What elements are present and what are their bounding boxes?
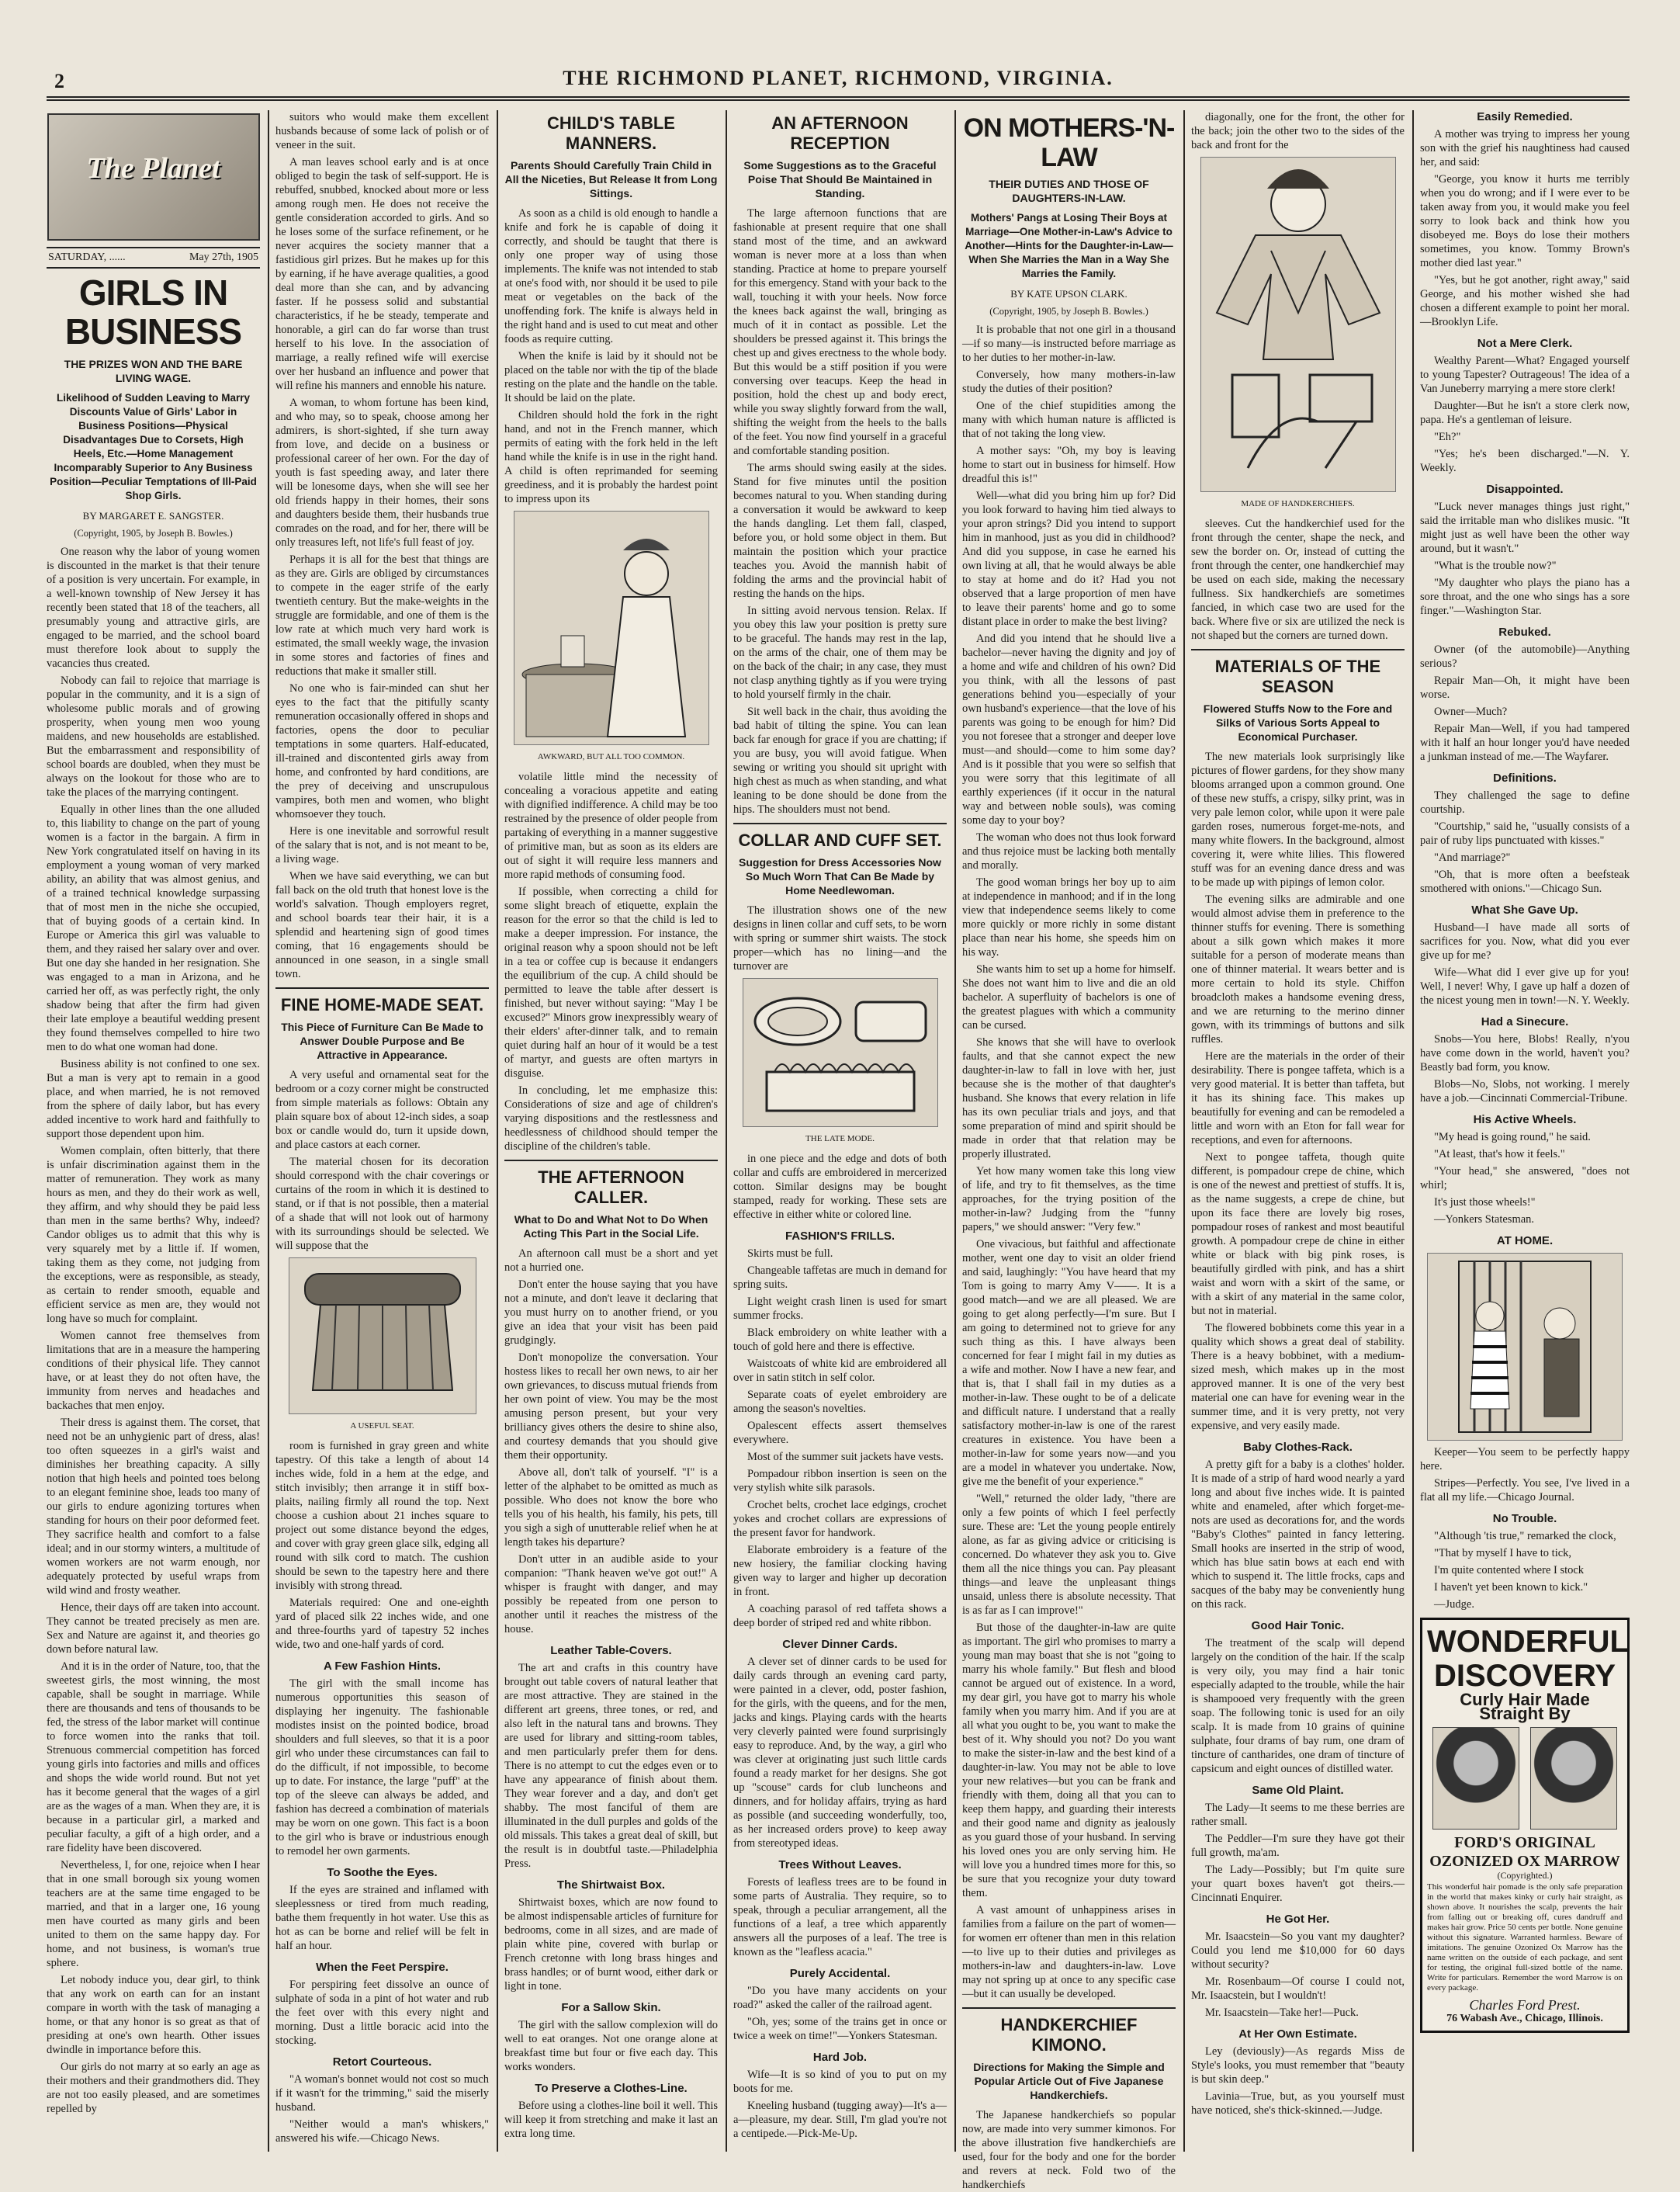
reception-headline: AN AFTERNOON RECEPTION <box>771 113 909 153</box>
paragraph: The treatment of the scalp will depend largely on the condition of the hair. If the scalp is very oily, you may find a hair tonic especially adapted to the trouble, while the hair is shampooed very frequently with the green soap. The following tonic is used for an oily scalp. It is made from 10 grains of quinine sulphate, four drams of bay rum, one dram of tincture of cantharides, one dram of tincture of capsicum and eight ounces of distilled water. <box>1191 1637 1405 1775</box>
paragraph: The girl with the sallow complexion will do well to eat oranges. Not one orange alone at breakfast time but four or five each day. This works wonders. <box>504 2019 718 2073</box>
ad-product-name: FORD'S ORIGINAL <box>1454 1834 1595 1851</box>
paragraph: Owner (of the automobile)—Anything serious? <box>1420 643 1630 670</box>
column-7 <box>1420 110 1630 2152</box>
paragraph: A woman, to whom fortune has been kind, and who may, so to speak, choose among her admirers, is short-sighted, if she turn away from love, and decide on a business or professional career of her own. For the day of youth is fast speeding away, and later there will be lonesome days, when she will see her old friends happy in their homes, their sons and daughters beside them, their husbands true comrades on the road, and for her, there will be only treasures left, not life's full feast of joy. <box>275 397 489 549</box>
paragraph: It is probable that not one girl in a thousand—if so many—is instructed before marriage as to her duties to her mother-in-law. <box>962 324 1176 364</box>
column-4 <box>733 110 947 2152</box>
table-manners-headline: CHILD'S TABLE MANNERS. <box>547 113 675 153</box>
paragraph: She knows that she will have to overlook faults, and that she cannot expect the new daughter-in-law to fall in love with her, just because she is the mother of that daughter's husband. She knows that every relation in life has its own peculiar trials and joys, and that some preparation of mind and spirit should be made in order that that relation may be properly illustrated. <box>962 1036 1176 1160</box>
paragraph: She wants him to set up a home for himself. She does not want him to live and die an old bachelor. A superfluity of bachelors is one of the greatest plagues with which a community can be cursed. <box>962 963 1176 1032</box>
paragraph: Changeable taffetas are much in demand for spring suits. <box>733 1264 947 1291</box>
paragraph: Sit well back in the chair, thus avoiding the bad habit of tilting the spine. You can lean back far enough for grace if you are chatting; if you are busy, you will avoid fatigue. When sewing or writing you should sit upright with high chest as much as when standing, and what leaning to be done should be done from the hips. The shoulders must not bend. <box>733 706 947 816</box>
page-number: 2 <box>54 70 64 92</box>
divider <box>275 987 489 989</box>
mothers-in-law-copyright: (Copyright, 1905, by Joseph B. Bowles.) <box>989 306 1148 317</box>
verse-line: "Your head," she answered, "does not whirl; <box>1420 1165 1630 1191</box>
paragraph: Equally in other lines than the one alluded to, this liability to change on the part of young women is a factor in the bargain. A firm in New York congratulated itself on having in its employment a young woman of very marked ability, an ability that was almost genius, and of a trained technical knowledge surpassing that of most men in the niche she occupied, that of buying goods of a certain kind. In Europe or America this girl was valuable to them, and they raised her salary over and over. But one day she handed in her resignation. She was engaged to a man in Arizona, and he carried her off, as was perfectly right, the only shadow being that after the firm had given their late employe a beautiful wedding present they found themselves compelled to hire two men to do what one woman had done. <box>47 803 260 1053</box>
caller-headline: THE AFTERNOON CALLER. <box>538 1167 684 1207</box>
mothers-in-law-headline: ON MOTHERS-'N-LAW <box>963 113 1175 172</box>
paragraph: Elaborate embroidery is a feature of the new hosiery, the familiar clocking having given way to larger and higher up decoration in front. <box>733 1544 947 1598</box>
verse-line: "That by myself I have to tick, <box>1434 1547 1572 1559</box>
paragraph: A very useful and ornamental seat for the bedroom or a cozy corner might be constructed from simple materials as follows: Obtain any plain square box of about 12-inch sides, a soap box or candle would do, turn it upside down, and place castors at each corner. <box>275 1069 489 1151</box>
paragraph: Daughter—But he isn't a store clerk now, papa. He's a gentleman of leisure. <box>1420 400 1630 426</box>
ad-product-name-2: OZONIZED OX MARROW <box>1429 1853 1620 1870</box>
mothers-in-law-byline: BY KATE UPSON CLARK. <box>1010 288 1128 300</box>
paragraph: "Yes, but he got another, right away," said George, and his mother wished she had chosen a different example to point her moral.—Brooklyn Life. <box>1420 274 1630 328</box>
own-estimate-heading: At Her Own Estimate. <box>1238 2027 1357 2041</box>
paragraph: No one who is fair-minded can shut her eyes to the fact that the pitifully scanty remuneration occasionally offered in shops and factories, opens the door to peculiar temptations in some quarters. Half-educated, ill-trained and discontented girls away from home, and confronted by hard conditions, are the prey of deceiving and unscrupulous vampires, both men and women, who blight whomsoever they touch. <box>275 682 489 820</box>
kimono-subhead: Directions for Making the Simple and Popular Article Out of Five Japanese Handkerchiefs. <box>973 2061 1165 2101</box>
paragraph: Perhaps it is all for the best that things are as they are. Girls are obliged by circumstances to compete in the eager strife of the early twentieth century. But the make-weights in the struggle are formidable, and one of them is the low rate at which much very hard work is estimated, the small weekly wage, the invasion in some stores and factories of fines and reductions that make it smaller still. <box>275 553 489 678</box>
sinecure-heading: Had a Sinecure. <box>1481 1015 1569 1028</box>
materials-headline: MATERIALS OF THE SEASON <box>1214 657 1381 696</box>
planet-logo-image <box>47 113 260 241</box>
paragraph: Here are the materials in the order of their desirability. There is pongee taffeta, which is a very good material. It is better than taffeta, but it has its shining face. This makes up beautifully for evening and can be remodeled a little and worn with an Eton for fall wear for receptions, and even for afternoons. <box>1191 1050 1405 1146</box>
paragraph: "And marriage?" <box>1434 851 1511 864</box>
paragraph: A vast amount of unhappiness arises in families from a failure on the part of women—for women err oftener than men in this relation—to live up to their duties and privileges as mothers-in-law and daughters-in-law. Love may not spring up at once to any specific case—but it can usually be developed. <box>962 1904 1176 2000</box>
clerk-heading: Not a Mere Clerk. <box>1477 337 1573 350</box>
paragraph: When we have said everything, we can but fall back on the old truth that honest love is the world's salvation. Though employers regret, and school boards tear their hair, it is a splendid and heartening sign of good times coming, that 16 engagements should be announced in one season, in a single small town. <box>275 870 489 980</box>
dateline-day: SATURDAY, ...... <box>48 251 126 263</box>
paragraph: The Japanese handkerchiefs so popular now, are made into very summer kimonos. For the above illustration five handkerchiefs are used, four for the body and one for the border and revers at neck. Fold two of the handkerchiefs <box>962 2109 1176 2191</box>
divider <box>1191 649 1405 650</box>
paragraph: Women complain, often bitterly, that there is unfair discrimination against them in the matter of remuneration. They work as many hours as men, and they do their work as well, they affirm, and why should they be paid less than men in the same berths? Why, indeed? Candor obliges us to admit that this why is very squarely met by a little if. If women, taking them as they come, not judging from the exceptions, were as responsible, as steady, as certain to render smooth, equable and efficient service as men are, they would not long have so much for complaint. <box>47 1145 260 1325</box>
paragraph: And it is in the order of Nature, too, that the sweetest girls, the most winning, the most capable, shall be sought in marriage. While there are thousands and tens of thousands to be fed, the stress of the labor market will continue to force women into the ranks that toil. Strenuous commercial competition has forced young girls into factories and mills and offices and shops the wide world round. But not yet has it become general that the wages of a girl are as the wages of a man. When they are, it is because in a particular girl, a marked and peculiar faculty, a gift of a high order, and a rare fidelity have been discovered. <box>47 1660 260 1854</box>
paragraph: The illustration shows one of the new designs in linen collar and cuff sets, to be worn with spring or summer shirt waists. The stock proper—which has no lining—and the turnover are <box>733 904 947 973</box>
paragraph: Wife—What did I ever give up for you! Well, I never! Why, I gave up half a dozen of the nicest young men in town!—N. Y. Weekly. <box>1420 966 1630 1007</box>
paragraph: Women cannot free themselves from limitations that are in a measure the hampering conditions of their physical life. They cannot have, or at least they do not often have, the immunity from nerves and headaches and backaches that men enjoy. <box>47 1330 260 1412</box>
paragraph: As soon as a child is old enough to handle a knife and fork he is capable of doing it correctly, and should be taught that there is only one proper way of using those implements. The knife was not intended to stab at one's food with, nor should it be used to pile meat or vegetables on the back of the unoffending fork. The knife is always held in the right hand and is used to cut meat and other foods as require cutting. <box>504 207 718 345</box>
paragraph: Nevertheless, I, for one, rejoice when I hear that in one small borough six young women teachers are at the same time engaged to be married, and that in a larger one, 16 young men have courted as many girls and been united to them on the same happy day. For home, and not business, is woman's true sphere. <box>47 1859 260 1969</box>
paragraph: Mr. Rosenbaum—Of course I could not, Mr. Isaacstein, but I wouldn't! <box>1191 1975 1405 2002</box>
paragraph: Mr. Isaacstein—Take her!—Puck. <box>1205 2006 1359 2019</box>
paragraph: The arms should swing easily at the sides. Stand for five minutes until the position becomes natural to you. When standing during a conversation it would be awkward to keep the hands dangling. Let them fall, clasped, before you, or hold some object in them. But maintain the position which your practice teaches you. Avoid the mannish habit of folding the arms and the provincial habit of resting the hands on the hips. <box>733 462 947 600</box>
paragraph: Snobs—You here, Blobs! Really, n'you have come down in the world, haven't you? Beastly bad form, you know. <box>1420 1033 1630 1073</box>
paragraph: in one piece and the edge and dots of both collar and cuffs are embroidered in mercerized cotton. Similar designs may be bought stamped, ready for working. These sets are effective in either white or colored line. <box>733 1153 947 1221</box>
kimono-headline: HANDKERCHIEF KIMONO. <box>1000 2015 1138 2055</box>
feet-heading: When the Feet Perspire. <box>316 1961 449 1974</box>
materials-subhead: Flowered Stuffs Now to the Fore and Silks of Various Sorts Appeal to Economical Purchaser. <box>1203 702 1393 743</box>
wheels-heading: His Active Wheels. <box>1473 1113 1577 1126</box>
paragraph: suitors who would make them excellent husbands because of some lack of polish or of veneer in the suit. <box>275 111 489 151</box>
gave-up-heading: What She Gave Up. <box>1471 904 1578 917</box>
paragraph: Above all, don't talk of yourself. "I" is a letter of the alphabet to be omitted as much as possible. Who does not know the bore who tells you of his health, his family, his pets, till you sigh a sigh of unutterable relief when he at length takes his departure? <box>504 1466 718 1549</box>
ad-headline-1: WONDERFUL <box>1427 1625 1629 1659</box>
divider <box>962 2007 1176 2009</box>
accidental-heading: Purely Accidental. <box>789 1967 891 1980</box>
paragraph: Black embroidery on white leather with a touch of gold here and there is effective. <box>733 1327 947 1353</box>
paragraph: A mother says: "Oh, my boy is leaving home to start out in business for himself. How dreadful this is!" <box>962 445 1176 485</box>
paragraph: Next to pongee taffeta, though quite different, is pompadour crepe de chine, which is one of the newest and prettiest of stuffs. It is, as the name suggests, a crepe de chine, but upon its face there are lovely big roses, pompadour roses of rankest and most beautiful growth. A pompadour crepe de chine in either white or black with big pink roses, is beautifully girdled with pink, and has a shirt waist and worn with a skirt of the same, or with a skirt of any material in the same color, but not in material. <box>1191 1151 1405 1317</box>
clothes-rack-heading: Baby Clothes-Rack. <box>1243 1441 1353 1454</box>
paragraph: Lavinia—True, but, as you yourself must have noticed, she's thick-skinned.—Judge. <box>1191 2090 1405 2117</box>
dateline <box>47 247 260 269</box>
article-copyright: (Copyright, 1905, by Joseph B. Bowles.) <box>74 528 233 539</box>
paragraph: Business ability is not confined to one sex. But a man is very apt to remain in a good place, and when married, he is not removed from the sphere of daily labor, but has every added incentive to work hard and faithfully to support those dependent upon him. <box>47 1058 260 1140</box>
paragraph: Pompadour ribbon insertion is seen on the very stylish white silk parasols. <box>733 1468 947 1494</box>
paragraph: The Peddler—I'm sure they have got their full growth, ma'am. <box>1191 1833 1405 1859</box>
paragraph: A clever set of dinner cards to be used for daily cards through an evening card party, were painted in a clever, odd, poster fashion, for the girls, with the queens, and for the men, jacks and kings. Playing cards with the hearts very cleverly painted were found surprisingly easy to reproduce. And, by the way, a girl who was clever at originating just such little cards found a ready market for her designs. She got up "scouse" cards for club luncheons and dinners, and for holiday affairs, trying as hard as possible (and succeeding wonderfully, too, as her increased orders prove) to keep away from stereotyped ideas. <box>733 1656 947 1850</box>
paragraph: Separate coats of eyelet embroidery are among the season's novelties. <box>733 1389 947 1415</box>
planet-logo-text: The Planet <box>86 152 220 185</box>
paragraph: The art and crafts in this country have brought out table covers of natural leather that are most attractive. They are stained in the different art greens, three tones, or red, and also left in the natural tans and browns. They are used for library and sitting-room tables, and men particularly prefer them for dens. There is no attempt to cut the edges even or to have any appearance of finish about them. They wear forever and a day, and don't get shabby. The most fanciful of them are illuminated in the dull purples and golds of the old missals. This takes a great deal of skill, but the result is in doubtful taste.—Philadelphia Press. <box>504 1662 718 1870</box>
paragraph: Crochet belts, crochet lace edgings, crochet yokes and crochet collars are expressions of the present favor for handwork. <box>733 1499 947 1539</box>
table-manners-subhead: Parents Should Carefully Train Child in All the Niceties, But Release It from Long Sittings. <box>504 159 718 199</box>
hair-tonic-heading: Good Hair Tonic. <box>1251 1619 1345 1632</box>
column-rule <box>954 110 956 2152</box>
clothes-line-heading: To Preserve a Clothes-Line. <box>535 2082 688 2095</box>
hard-job-heading: Hard Job. <box>812 2051 868 2064</box>
paragraph: "George, you know it hurts me terribly when you do wrong; and if I were ever to be taken away from you, it would make you feel sorry to look back and think how you disobeyed me. Boys do lose their mothers sometimes, you know. Tommy Brown's mother died last year." <box>1420 173 1630 269</box>
paragraph: "My daughter who plays the piano has a sore throat, and the one who sings has a sore finger."—Washington Star. <box>1420 577 1630 617</box>
paragraph: Repair Man—Well, if you had tampered with it half an hour longer you'd have needed a junkman instead of me.—The Wayfarer. <box>1420 723 1630 763</box>
paragraph: Forests of leafless trees are to be found in some parts of Australia. They require, so to speak, through a peculiar arrangement, all the functions of a leaf, a tree which apparently answers all the purposes of a leaf. The tree is known as the "leafless acacia." <box>733 1876 947 1958</box>
paragraph: They challenged the sage to define courtship. <box>1420 789 1630 816</box>
ad-tagline: Curly Hair Made Straight By <box>1460 1690 1590 1723</box>
seat-headline: FINE HOME-MADE SEAT. <box>280 995 484 1014</box>
paragraph: "What is the trouble now?" <box>1434 560 1557 572</box>
paragraph: Children should hold the fork in the right hand, and not in the French manner, which permits of eating with the fork held in the left hand while the knife is in use in the right hand. A child is often reprimanded for seeming greediness, and it is probably the hardest point to impress upon its <box>504 409 718 505</box>
paragraph: Light weight crash linen is used for smart summer frocks. <box>733 1295 947 1322</box>
paragraph: "Well," returned the older lady, "there are only a few points of which I feel perfectly sure. These are: 'Let the young people entirely alone, as far as giving advice or criticising is concerned. Do whatever they ask you to. Give them all the nice things you can. Pay pleasant things—and leave the unpleasant things unsaid, unless there is absolute necessity. That is as far as I can improve!" <box>962 1493 1176 1617</box>
collar-caption: THE LATE MODE. <box>805 1134 875 1143</box>
paragraph: In sitting avoid nervous tension. Relax. If you obey this law your position is pretty sure to be graceful. The hands may rest in the lap, on the arms of the chair, one of them may be on the back of the chair; in any case, they must not clasp anything tightly as if you were trying to hold yourself firmly in the chair. <box>733 605 947 701</box>
soothe-eyes-heading: To Soothe the Eyes. <box>327 1866 438 1879</box>
collar-subhead: Suggestion for Dress Accessories Now So Much Worn That Can Be Made by Home Needlewoman. <box>739 856 941 897</box>
paragraph: The Lady—It seems to me these berries are rather small. <box>1191 1802 1405 1828</box>
paragraph: Stripes—Perfectly. You see, I've lived in a flat all my life.—Chicago Journal. <box>1420 1477 1630 1504</box>
paragraph: sleeves. Cut the handkerchief used for the front through the center, shape the neck, and sew the border on. Or, instead of cutting the front through the center, one handkerchief may be used on each side, making the necessary fullness. Six handkerchiefs are sometimes fancied, in which case two are used for the back. Where five or six are utilized the neck is not shaped but the corners are turned down. <box>1191 518 1405 642</box>
newspaper-page <box>47 62 1630 2191</box>
paragraph: Husband—I have made all sorts of sacrifices for you. Now, what did you ever give up for me? <box>1420 921 1630 962</box>
column-rule <box>1183 110 1185 2152</box>
paragraph: One vivacious, but faithful and affectionate mother, went one day to visit an older friend and said, laughingly: "You have heard that my Tom is going to marry Amy V——. It is a good match—and we are all pleased. We are going to get along perfectly—I'm sure. But I am going to determined not to grieve for any such thing as this. I have always been concerned for fear I might fail in my duties as a wife and mother. Now I have a new fear, and that is, that I shall fail in my duties as a mother-in-law. These ought to be of a delicate and difficult nature. I understand that a really satisfactory mother-in-law is one of the rarest creatures in existence. You have been a mother-in-law for some years now—and you are a model in whatever you undertake. Now, give me the benefit of your experience." <box>962 1238 1176 1488</box>
paragraph: In concluding, let me emphasize this: Considerations of size and age of children's varying dispositions and the restlessness and heedlessness of childhood should temper the discipline of the children's table. <box>504 1084 718 1153</box>
column-rule <box>726 110 727 2152</box>
paragraph: "Yes; he's been discharged."—N. Y. Weekly. <box>1420 448 1630 474</box>
paragraph: "Oh, yes; some of the trains get in once or twice a week on time!"—Yonkers Statesman. <box>733 2016 947 2042</box>
verse-line: It's just those wheels!" <box>1434 1196 1536 1209</box>
column-1 <box>47 110 260 2152</box>
paragraph: One of the chief stupidities among the many with which human nature is afflicted is that of not taking the long view. <box>962 400 1176 440</box>
remedied-heading: Easily Remedied. <box>1477 110 1573 123</box>
paragraph: Wife—It is so kind of you to put on my boots for me. <box>733 2069 947 2095</box>
paragraph: Let nobody induce you, dear girl, to think that any work on earth can for an instant compare in worth with the task of managing a home, or that any honor is so great as that of presiding at one's own hearth. Other issues dwindle in importance before this. <box>47 1974 260 2056</box>
seat-subhead: This Piece of Furniture Can Be Made to Answer Double Purpose and Be Attractive in Appearance. <box>281 1021 483 1061</box>
at-home-heading: AT HOME. <box>1496 1234 1554 1247</box>
paragraph: Owner—Much? <box>1434 706 1508 718</box>
table-covers-heading: Leather Table-Covers. <box>550 1644 672 1657</box>
kimono-illustration <box>1200 157 1396 492</box>
ad-signature: Charles Ford Prest. <box>1469 1997 1581 2013</box>
verse-line: —Yonkers Statesman. <box>1434 1213 1535 1226</box>
paragraph: Waistcoats of white kid are embroidered all over in satin stitch in self color. <box>733 1358 947 1384</box>
paragraph: Shirtwaist boxes, which are now found to be almost indispensable articles of furniture for bedrooms, come in all sizes, and are made of plain white pine, covered with burlap or French cretonne with long brass hinges and brass handles; or of burnt wood, either dark or light in tone. <box>504 1896 718 1993</box>
seat-caption: A USEFUL SEAT. <box>350 1421 414 1431</box>
paragraph: "Eh?" <box>1434 431 1461 443</box>
paragraph: Wealthy Parent—What? Engaged yourself to young Tapester? Outrageous! The idea of a Van Juneberry marrying a mere store clerk! <box>1420 355 1630 395</box>
paragraph: The flowered bobbinets come this year in a quality which shows a great deal of stability. There is a heavy bobbinet, with a medium-sized mesh, which makes up in the most approved manner. It is one of the very best material one can have for evening wear in the summer time, and it is very pretty, not very expensive, and very easily made. <box>1191 1322 1405 1432</box>
verse-line: "Although 'tis true," remarked the clock, <box>1434 1530 1616 1542</box>
shirtwaist-heading: The Shirtwaist Box. <box>556 1878 666 1892</box>
paragraph: Hence, their days off are taken into account. They cannot be treated precisely as men are. Sex and Nature are against it, and theories go down before natural law. <box>47 1601 260 1656</box>
dinner-cards-heading: Clever Dinner Cards. <box>782 1638 898 1651</box>
paragraph: "Oh, that is more often a beefsteak smothered with onions."—Chicago Sun. <box>1420 869 1630 895</box>
same-plaint-heading: Same Old Plaint. <box>1252 1784 1344 1797</box>
trees-heading: Trees Without Leaves. <box>778 1858 902 1871</box>
collar-headline: COLLAR AND CUFF SET. <box>738 831 942 850</box>
newspaper-title: THE RICHMOND PLANET, RICHMOND, VIRGINIA. <box>563 67 1114 89</box>
kimono-caption: MADE OF HANDKERCHIEFS. <box>1241 499 1355 508</box>
paragraph: One reason why the labor of young women is discounted in the market is that their tenure of a position is very uncertain. For example, in a well-known township of New Jersey it has recently been stated that 18 of the teachers, all presumably young and attractive girls, are engaged to be married, and the school board must therefore look about to supply the vacancies thus created. <box>47 546 260 670</box>
paragraph: "Neither would a man's whiskers," answered his wife.—Chicago News. <box>275 2118 489 2145</box>
paragraph: Keeper—You seem to be perfectly happy here. <box>1420 1446 1630 1472</box>
paragraph: Kneeling husband (tugging away)—It's a—a—pleasure, my dear. Still, I'm glad you're not a centipede.—Pick-Me-Up. <box>733 2100 947 2140</box>
article-deck: Likelihood of Sudden Leaving to Marry Discounts Value of Girls' Labor in Business Positions—Physical Disadvantages Due to Corsets, High Heels, Etc.—Home Management Incomparably Superior to Any Business Position—Peculiar Temptations of Ill-Paid Shop Girls. <box>50 392 257 501</box>
verse-line: I haven't yet been known to kick." <box>1434 1581 1588 1594</box>
paragraph: And did you intend that he should live a bachelor—never having the dignity and joy of a home and wife and children of his own? Did you think, with all the lessons of past generations behind you—especially of your own husband's experience—that the love of his parents was going to be enough for him? Did you not foresee that a stronger and deeper love must—and should—come to him some day? And is it possible that you were so selfish that you were sorry that this legitimate of all earthly experiences (if it occur in the natural way and between noble souls), was coming some day to your boy? <box>962 633 1176 827</box>
paragraph: A man leaves school early and is at once obliged to begin the task of self-support. He is rebuffed, snubbed, knocked about more or less among rough men. He does not receive the gentle consideration accorded to girls. And so he loses some of the surface refinement, or he never acquires the society manner that a fastidious girl prizes. But he makes up for this by earning, if he have average qualities, a good deal more than she can, and by advancing faster. If he possess solid and substantial characteristics, if he be steady, temperate and honorable, a girl can do far worse than trust herself to his love. In the association of marriage, a really refined wife will exercise over her husband an influence and power that will refine his manners and ennoble his nature. <box>275 156 489 392</box>
paragraph: "Do you have many accidents on your road?" asked the caller of the railroad agent. <box>733 1985 947 2011</box>
table-manners-caption: AWKWARD, BUT ALL TOO COMMON. <box>537 752 685 761</box>
ad-copyright: (Copyrighted.) <box>1497 1870 1553 1881</box>
ad-portrait-after <box>1530 1727 1617 1830</box>
paragraph: But those of the daughter-in-law are quite as important. The girl who promises to marry a young man may boast that she is not "going to marry his whole family." But flesh and blood cannot be argued out of existence. In a word, my dear girl, you have got to marry his whole family when you marry him. And if you are at all what you ought to be, you want to make the best of it. Why should you not? Do you want to make the sister-in-law and the best kind of a daughter-in-law. You may not be able to love your new relatives—but you can be frank and friendly with them, doing all that you can to keep them happy, and guarding their interests and their good name and dignity as jealously as you guard those of your husband. In serving his loved ones you are only serving him. He will love you a hundred times more for this, so be sure that you recognize your duty toward them. <box>962 1621 1176 1899</box>
masthead <box>47 62 1630 101</box>
paragraph: The evening silks are admirable and one would almost advise them in preference to the thinner stuffs for evening. There is something about a silk gown which makes it more suitable for a person of moderate means than one of thinner material. It wears better and is more certain to hold its style. Chiffon broadcloth makes a handsome evening dress, and we are returning to the merino dinner gown, with its trimmings of buttons and silk ruffles. <box>1191 893 1405 1046</box>
dateline-date: May 27th, 1905 <box>189 251 258 263</box>
paragraph: diagonally, one for the front, the other for the back; join the other two to the sides of the back and front for the <box>1191 111 1405 151</box>
verse-line: —Judge. <box>1434 1598 1474 1611</box>
fashion-hints-heading: A Few Fashion Hints. <box>323 1660 442 1673</box>
paragraph: The material chosen for its decoration should correspond with the chair coverings or curtains of the room in which it is destined to stand, or if that is not possible, then a material of a shade that will not look out of harmony with its surroundings should be selected. We will suppose that the <box>275 1156 489 1252</box>
paragraph: The good woman brings her boy up to aim at independence in manhood; and if in the long view that independence seems likely to come more quickly or more richly in some distant place than near his home, she speeds him on his way. <box>962 876 1176 959</box>
disappointed-heading: Disappointed. <box>1486 483 1564 496</box>
sallow-heading: For a Sallow Skin. <box>561 2001 661 2014</box>
paragraph: Opalescent effects assert themselves everywhere. <box>733 1420 947 1446</box>
column-2 <box>275 110 489 2152</box>
paragraph: Conversely, how many mothers-in-law study the duties of their position? <box>962 369 1176 395</box>
paragraph: The girl with the small income has numerous opportunities this season of displaying her ingenuity. The fashionable modistes insist on the pointed bodice, broad shoulders and full sleeves, so that it is a poor girl who under these circumstances can fail to do the difficult, if not impossible, to become up to date. For instance, the large "puff" at the top of the sleeve can always be added, and fashion has decreed a combination of materials may be worn on one gown. This fact is a boon to the girl who is brave or industrious enough to remodel her own garments. <box>275 1677 489 1857</box>
paragraph: A mother was trying to impress her young son with the grief his naughtiness had caused her, and said: <box>1420 128 1630 168</box>
paragraph: The large afternoon functions that are fashionable at present require that one shall stand most of the time, and an awkward woman is never more at a loss than when standing. Practice at home to prepare yourself for this emergency. Stand with your back to the wall, touching it with your heels. Now force the knees back against the wall, bringing as much of it in contact as possible. Let the shoulders be pressed against it. This brings the chest up and gives erectness to the whole body. But this would be a stiff position if you were conversing over teacups. Keep the head in position, hold the chest up and body erect, while you sway slightly forward from the wall, shifting the weight from the heels to the balls of the feet. You now find yourself in a graceful and comfortable standing position. <box>733 207 947 457</box>
verse-line: "At least, that's how it feels." <box>1434 1148 1565 1160</box>
seat-illustration <box>289 1257 476 1414</box>
ad-headline-2: DISCOVERY <box>1433 1659 1616 1693</box>
he-got-her-heading: He Got Her. <box>1266 1913 1330 1926</box>
article-byline: BY MARGARET E. SANGSTER. <box>82 510 224 522</box>
article-headline: GIRLS IN BUSINESS <box>64 272 242 352</box>
paragraph: "Courtship," said he, "usually consists of a pair of ruby lips punctuated with kisses." <box>1420 820 1630 847</box>
rebuked-heading: Rebuked. <box>1498 626 1551 639</box>
paragraph: "A woman's bonnet would not cost so much if it wasn't for the trimming," said the miserly husband. <box>275 2073 489 2114</box>
ad-address: 76 Wabash Ave., Chicago, Illinois. <box>1446 2013 1603 2024</box>
paragraph: When the knife is laid by it should not be placed on the table nor with the tip of the blade resting on the plate and the handle on the table. It should be laid on the plate. <box>504 350 718 404</box>
paragraph: Here is one inevitable and sorrowful result of the salary that is not, and is not meant to be, a living wage. <box>275 825 489 865</box>
paragraph: A coaching parasol of red taffeta shows a deep border of striped red and white ribbon. <box>733 1603 947 1629</box>
paragraph: An afternoon call must be a short and yet not a hurried one. <box>504 1247 718 1274</box>
paragraph: Skirts must be full. <box>747 1247 833 1260</box>
paragraph: Most of the summer suit jackets have vests. <box>747 1451 944 1463</box>
paragraph: Don't monopolize the conversation. Your hostess likes to recall her own news, to air her own grievances, to discuss mutual friends from her own point of view. You may be the most amusing person present, but your very brilliancy gives others the desire to shine also, and courtesy demands that you should give them their opportunity. <box>504 1351 718 1462</box>
child-table-illustration <box>514 511 709 745</box>
paragraph: Their dress is against them. The corset, that need not be an unhygienic part of dress, alas! too often squeezes in a girl's waist and diminishes her breathing capacity. A silly notion that high heels and pointed toes belong to an elegant feminine shoe, leads too many of our girls to endure agonizing tortures when standing for hours on their poor deformed feet. They sacrifice health and comfort to a false ideal; and in our stormy winters, a multitude of women workers are not warm enough, nor adequately protected by useful wraps from wild wind and frosty weather. <box>47 1417 260 1597</box>
mothers-in-law-deck: Mothers' Pangs at Losing Their Boys at Marriage—One Mother-in-Law's Advice to Another—Hints for the Daughter-in-Law—When She Marries the Man in a Way She Marries the Family. <box>965 212 1173 279</box>
ad-body: This wonderful hair pomade is the only safe preparation in the world that makes kinky or curly hair straight, as shown above. It nourishes the scalp, prevents the hair from falling out or breaking off, cures dandruff and makes hair grow. Price 50 cents per bottle. None genuine without this signature. Warranted harmless. Beware of imitations. The genuine Ozonized Ox Marrow has the name written on the outside of each package, and sent for testing, the original full-sized bottle of the name. Write for particulars. Remember the word Marrow is on every package. <box>1427 1882 1623 1993</box>
divider <box>733 823 947 824</box>
paragraph: volatile little mind the necessity of concealing a voracious appetite and eating with dignified indifference. A child may be too restrained by the presence of older people from partaking of everything in a manner suggestive of primitive man, but as soon as its elders are out of sight it will require less manners and more rapid methods of consuming food. <box>504 771 718 881</box>
at-home-cartoon <box>1427 1253 1623 1441</box>
column-rule <box>1412 110 1414 2152</box>
no-trouble-heading: No Trouble. <box>1492 1512 1557 1525</box>
paragraph: The Lady—Possibly; but I'm quite sure your quart boxes haven't got theirs.—Cincinnati Enquirer. <box>1191 1864 1405 1904</box>
paragraph: Well—what did you bring him up for? Did you look forward to having him tied always to your apron strings? Did you intend to support him in manhood, just as you did in childhood? And did you suppose, in case he earned his own living at all, that he would always be able to stay at home and do it? Had you not observed that a large proportion of men have to leave their parents' home and go to some distant place in order to make the best living? <box>962 490 1176 628</box>
paragraph: Mr. Isaacstein—So you vant my daughter? Could you lend me $10,000 for 60 days without security? <box>1191 1930 1405 1971</box>
verse-line: "My head is going round," he said. <box>1434 1131 1591 1143</box>
paragraph: For perspiring feet dissolve an ounce of sulphate of soda in a pint of hot water and rub the feet over with this every night and morning. Dust a little boracic acid into the stocking. <box>275 1979 489 2047</box>
paragraph: Don't enter the house saying that you have not a minute, and don't leave it declaring that you must hurry on to another friend, or you give an idea that your visit has been paid grudgingly. <box>504 1278 718 1347</box>
paragraph: Don't utter in an audible aside to your companion: "Thank heaven we've got out!" A whisper is fraught with danger, and may possibly be repeated from one person to another until it reaches the mistress of the house. <box>504 1553 718 1635</box>
paragraph: If the eyes are strained and inflamed with sleeplessness or tired from much reading, bathe them frequently in hot water. Use this as hot as can be borne and relief will be felt in half an hour. <box>275 1884 489 1952</box>
collar-illustration <box>743 978 938 1127</box>
retort-heading: Retort Courteous. <box>332 2055 432 2069</box>
column-3 <box>504 110 718 2152</box>
ox-marrow-advertisement <box>1420 1618 1630 2033</box>
verse-line: I'm quite contented where I stock <box>1434 1564 1585 1576</box>
column-rule <box>497 110 498 2152</box>
paragraph: Blobs—No, Slobs, not working. I merely have a job.—Cincinnati Commercial-Tribune. <box>1420 1078 1630 1105</box>
paragraph: Nobody can fail to rejoice that marriage is popular in the community, and it is a sign of wholesome public morals and of growing prosperity, when young men woo young maidens, and new households are established. But the embarrassment and responsibility of school boards are doubled, when they must be always on the lookout for those who are to take the places of the marrying contingent. <box>47 675 260 799</box>
paragraph: Ley (deviously)—As regards Miss de Style's looks, you must remember that "beauty is but skin deep." <box>1191 2045 1405 2086</box>
column-5 <box>962 110 1176 2191</box>
paragraph: Repair Man—Oh, it might have been worse. <box>1420 675 1630 701</box>
paragraph: Our girls do not marry at so early an age as their mothers and their grandmothers did. They are not too easily pleased, and are sometimes repelled by <box>47 2061 260 2115</box>
paragraph: Before using a clothes-line boil it well. This will keep it from stretching and make it last an extra long time. <box>504 2100 718 2140</box>
paragraph: If possible, when correcting a child for some slight breach of etiquette, explain the reason for the error so that the child is led to make a deeper impression. For instance, the original reason why a spoon should not be left in a tea or coffee cup is because it endangers the equilibrium of the cup. A child should be permitted to leave the table after dessert is finished, but never without saying: "May I be excused?" Minors grow inexpressibly weary of their elders' after-dinner talk, and to remain quiet during half an hour of it would be a test of martyr, and guests are often martyrs in disguise. <box>504 886 718 1080</box>
article-body <box>47 545 260 2116</box>
column-6 <box>1191 110 1405 2152</box>
paragraph: room is furnished in gray green and white tapestry. Of this take a length of about 14 inches wide, fold in a hem at the edge, and stitch invisibly; then arrange it in stiff box-plaits, nailing firmly all round the top. Next choose a cushion about 21 inches square to project out some distance beyond the edges, and cover with gray green glace silk, edging all round with silk cord to match. The cushion should be sewn to the tapestry here and there invisibly with strong thread. <box>275 1440 489 1592</box>
reception-subhead: Some Suggestions as to the Graceful Poise That Should Be Maintained in Standing. <box>743 159 937 199</box>
ad-before-after-portraits <box>1427 1727 1623 1830</box>
paragraph: A pretty gift for a baby is a clothes' holder. It is made of a strip of hard wood nearly a yard long and about five inches wide. It is painted white and enameled, after which forget-me-nots are used as decorations for, and the words "Baby's Clothes" painted in fancy lettering. Small hooks are inserted in the strip of wood, which has blue satin bows at each end with which to suspend it. The little frocks, caps and sacques of the baby may be conveniently hung on this rack. <box>1191 1458 1405 1611</box>
paragraph: "Luck never manages things just right," said the irritable man who dislikes music. "It might just as well have been the other way around, but it wasn't." <box>1420 501 1630 555</box>
mothers-in-law-subhead: THEIR DUTIES AND THOSE OF DAUGHTERS-IN-LAW. <box>989 178 1149 204</box>
ad-portrait-before <box>1432 1727 1519 1830</box>
article-subhead: THE PRIZES WON AND THE BARE LIVING WAGE. <box>64 358 243 384</box>
paragraph: Yet how many women take this long view of life, and try to fit themselves, as the time approaches, for the trying position of the mother-in-law? Judging from the "funny papers," we should answer: "Very few." <box>962 1165 1176 1233</box>
definitions-heading: Definitions. <box>1493 772 1557 785</box>
paragraph: Materials required: One and one-eighth yard of placed silk 22 inches wide, and one and three-fourths yard of tapestry 52 inches wide, two and one-half yards of cord. <box>275 1597 489 1651</box>
paragraph: The new materials look surprisingly like pictures of flower gardens, for they show many blooms arranged upon a common ground. One of these new stuffs, a crispy, silky print, was in very pale lemon color, while upon it were pale garden roses, numerous forget-me-nots, and many white flowers. In the background, almost covering it, were white lilies. This flowered stuff was for an evening dance dress and was to be made up with pipings of lemon color. <box>1191 751 1405 889</box>
column-rule <box>268 110 269 2152</box>
caller-subhead: What to Do and What Not to Do When Acting This Part in the Social Life. <box>514 1213 708 1240</box>
divider <box>504 1160 718 1161</box>
paragraph: The woman who does not thus look forward and thus rejoice must be lacking both mentally and morally. <box>962 831 1176 872</box>
frills-heading: FASHION'S FRILLS. <box>785 1230 895 1243</box>
